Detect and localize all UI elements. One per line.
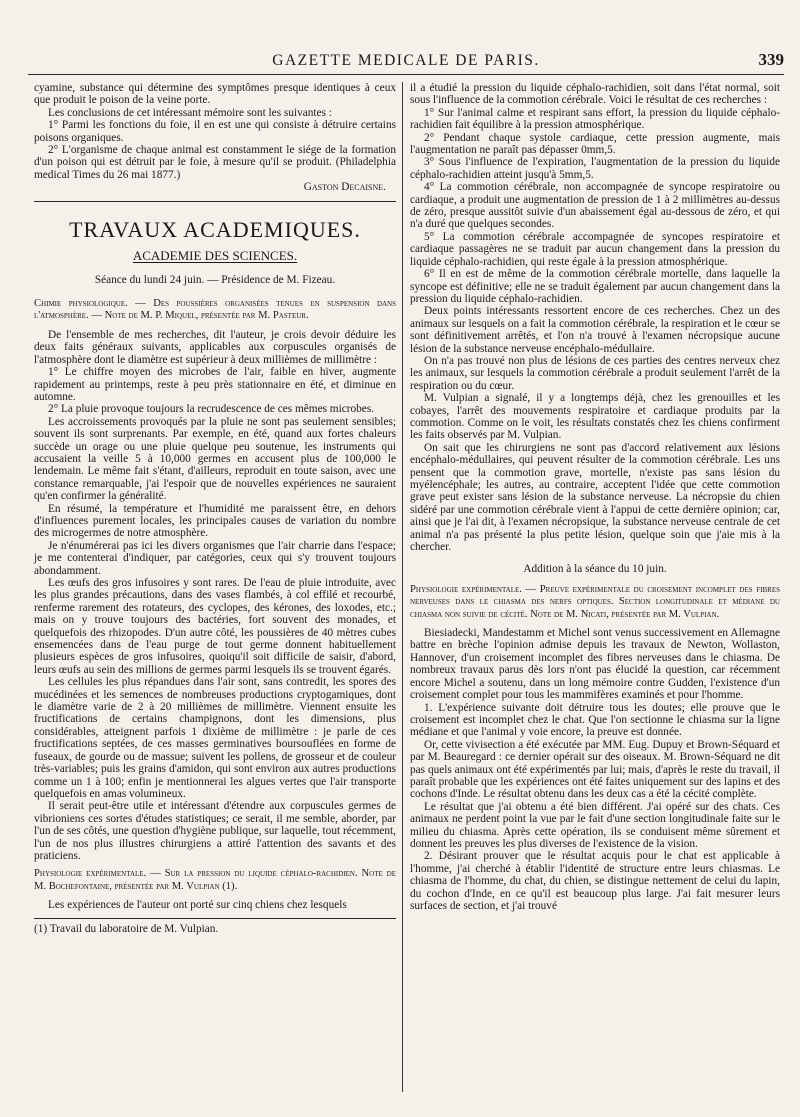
paragraph: 2° La pluie provoque toujours la recrudescence de ces mêmes microbes. bbox=[48, 403, 375, 416]
paragraph: 1° Le chiffre moyen des microbes de l'air, faible en hiver, augmente rapidement au printemps, reste à peu près stationnaire en été, et diminue en automne. bbox=[34, 366, 396, 403]
paragraph: Les expériences de l'auteur ont porté sur cinq chiens chez lesquels bbox=[48, 899, 347, 912]
section-title: TRAVAUX ACADEMIQUES. bbox=[69, 216, 361, 242]
paragraph: Les accroissements provoqués par la pluie ne sont pas seulement sensibles; souvent ils sont surprenants. Par exemple, en été, quand aux fortes chaleurs succède un orage ou une pluie quelque peu soutenue, les instruments qui accusaient la veille 5 à 10,000 germes en accusent plus de 100,000 le lendemain. Le même fait s'étant, d'ailleurs, reproduit en toute saison, avec une constance remarquable, j'ai l'espoir que de nouvelles expériences ne sauraient qu'en confirmer la généralité. bbox=[34, 415, 396, 503]
section-separator bbox=[34, 201, 396, 202]
author-signature: Gaston Decaisne. bbox=[303, 181, 386, 194]
paragraph: cyamine, substance qui détermine des symptômes presque identiques à ceux que produit le poison de la veine porte. bbox=[34, 82, 396, 107]
paragraph: M. Vulpian a signalé, il y a longtemps déjà, chez les grenouilles et les cobayes, l'arrêt des mouvements respiratoire et cardiaque produits par la commotion. Comme on le voit, les résultats constatés chez les chiens confirment les faits observés par M. Vulpian. bbox=[410, 392, 780, 442]
paragraph: Le résultat que j'ai obtenu a été bien différent. J'ai opéré sur des chats. Ces animaux ne perdent point la vue par le fait d'une section longitudinale faite sur le milieu du chiasma. Après cette opération, ils se conduisent même sûrement et donnent les preuves les plus diverses de l'existence de la vision. bbox=[410, 800, 780, 850]
paragraph: Or, cette vivisection a été exécutée par MM. Eug. Dupuy et Brown-Séquard et par M. Beauregard : ce dernier opérait sur des oiseaux. M. Brown-Séquard ne dit pas quels animaux ont été expérimentés par lui; mais, d'après le reste du travail, il paraît probable que les expériences ont été faites uniquement sur des lapins et des cochons d'Inde. Le résultat obtenu dans les deux cas a été la cécité complète. bbox=[410, 738, 780, 801]
paragraph: 1. L'expérience suivante doit détruire tous les doutes; elle prouve que le croisement est incomplet chez le chat. Que l'on sectionne le chiasma sur la ligne médiane et que l'animal y voie encore, la preuve est donnée. bbox=[410, 701, 780, 739]
right-column bbox=[410, 82, 780, 912]
paragraph: Je n'énumérerai pas ici les divers organismes que l'air charrie dans l'espace; je me contenterai d'indiquer, par catégories, ceux qui s'y trouvent toujours abondamment. bbox=[34, 539, 396, 577]
paragraph: 3° Sous l'influence de l'expiration, l'augmentation de la pression du liquide céphalo-rachidien atteint jusqu'à 5mm,5. bbox=[410, 156, 780, 181]
article-heading: Chimie physiologique. — Des poussières organisées tenues en suspension dans l'atmosphère. — Note de M. P. Miquel, présentée par M. Pasteur. bbox=[34, 298, 396, 322]
footnote: (1) Travail du laboratoire de M. Vulpian. bbox=[34, 918, 396, 935]
paragraph: 5° La commotion cérébrale accompagnée de syncopes respiratoire et cardiaque passagères ne se traduit par aucun changement dans la pression du liquide céphalo-rachidien, qui reste égale à la pression atmosphérique. bbox=[410, 230, 780, 268]
paragraph: 1° Parmi les fonctions du foie, il en est une qui consiste à détruire certains poisons organiques. bbox=[34, 119, 396, 144]
paragraph: De l'ensemble de mes recherches, dit l'auteur, je crois devoir déduire les deux faits généraux suivants, applicables aux corpuscules organisés de l'atmosphère dont le diamètre est supérieur à deux millièmes de millimètre : bbox=[34, 328, 396, 366]
left-column bbox=[34, 82, 396, 935]
paragraph: 6° Il en est de même de la commotion cérébrale mortelle, dans laquelle la syncope est définitive; elle ne se traduit également par aucun changement dans la pression du liquide céphalo-rachidien. bbox=[410, 268, 780, 305]
addition-heading: Addition à la séance du 10 juin. bbox=[523, 563, 667, 576]
paragraph: Biesiadecki, Mandestamm et Michel sont venus successivement en Allemagne battre en brèche l'opinion admise depuis les travaux de Newton, Wollaston, Hannover, d'un croisement incomplet des fibres nerveuses dans le chiasma. De nombreux travaux parus dès lors n'ont pas élucidé la question, car récemment encore Michel a soutenu, dans un long mémoire contre Gudden, l'existence d'un croisement complet pour tous les mammifères examinés et pour l'homme. bbox=[410, 627, 780, 702]
column-divider bbox=[402, 82, 403, 1092]
paragraph: 1° Sur l'animal calme et respirant sans effort, la pression du liquide céphalo-rachidien fait équilibre à la pression atmosphérique. bbox=[410, 106, 780, 132]
page-number: 339 bbox=[758, 50, 784, 69]
paragraph: Les cellules les plus répandues dans l'air sont, sans contredit, les spores des mucédinées et les semences de nombreuses productions cryptogamiques, dont le diamètre varie de 2 à 20 millièmes de millimètre. Viennent ensuite les fructifications de certains champignons, dont les dimensions, plus considérables, atteignent parfois 1 dixième de millimètre : je parle de ces fructifications septées, de ces masses germinatives boursouflées en forme de fuseaux, de gourde ou de massue; suivent les pollens, de grosseur et de couleur très-variables; puis les grains d'amidon, qui sont environ aux autres productions comme un 1 à 100; enfin je mentionnerai les algues vertes que l'air transporte quelquefois en amas volumineux. bbox=[34, 676, 396, 800]
paragraph: Les conclusions de cet intéressant mémoire sont les suivantes : bbox=[48, 106, 332, 119]
paragraph: Deux points intéressants ressortent encore de ces recherches. Chez un des animaux sur lesquels on a fait la commotion cérébrale, la respiration et le cœur se sont définitivement arrêtés, et l'on n'a trouvé à l'examen nécropsique aucune lésion de la substance nerveuse encéphalo-médullaire. bbox=[410, 305, 780, 355]
academy-heading: ACADEMIE DES SCIENCES. bbox=[132, 247, 298, 263]
article-heading: Physiologie expérimentale. — Preuve expérimentale du croisement incomplet des fibres nerveuses dans le chiasma des nerfs optiques. Section longitudinale et médiane du chiasma non suivie de cécité. Note de M. Nicati, présentée par M. Vulpian. bbox=[410, 583, 780, 620]
paragraph: il a étudié la pression du liquide céphalo-rachidien, soit dans l'état normal, soit sous l'influence de la commotion cérébrale. Voici le résultat de ces recherches : bbox=[410, 82, 780, 107]
paragraph: 2. Désirant prouver que le résultat acquis pour le chat est applicable à l'homme, j'ai cherché à établir l'identité de structure entre leurs chiasmas. Le chiasma de l'homme, du chat, du chien, se distingue nettement de celui du lapin, du cochon d'Inde, en ce qu'il est beaucoup plus large. J'ai fait mesurer leurs surfaces de section, et j'ai trouvé bbox=[410, 850, 780, 912]
paragraph: En résumé, la température et l'humidité me paraissent être, en dehors d'influences purement locales, les principales causes de variation du nombre des microgermes de notre atmosphère. bbox=[34, 502, 396, 540]
journal-title: GAZETTE MEDICALE DE PARIS. bbox=[272, 52, 540, 69]
paragraph: On sait que les chirurgiens ne sont pas d'accord relativement aux lésions encéphalo-médullaires, qui peuvent résulter de la commotion cérébrale. Les uns pensent que la commotion grave, mortelle, n'existe pas sans lésion du myélencéphale; les autres, au contraire, acceptent l'idée que cette commotion grave peut exister sans lésion de la substance nerveuse. La nécropsie du chien sidéré par une commotion cérébrale vient à l'appui de cette dernière opinion; car, ainsi que je l'ai dit, à l'examen nécropsique, la substance nerveuse centrale de cet animal n'a pas présenté la plus petite lésion, quelque soin que j'aie mis à la chercher. bbox=[410, 441, 780, 554]
paragraph: 4° La commotion cérébrale, non accompagnée de syncope respiratoire ou cardiaque, a produit une augmentation de pression de 1 à 2 millimètres au-dessus de zéro, presque aussitôt suivie d'un abaissement égal au-dessous de zéro, et qui n'a duré que quelques secondes. bbox=[410, 181, 780, 231]
paragraph: 2° Pendant chaque systole cardiaque, cette pression augmente, mais l'augmentation ne paraît pas dépasser 0mm,5. bbox=[410, 131, 780, 157]
paragraph: On n'a pas trouvé non plus de lésions de ces parties des centres nerveux chez les animaux, sur lesquels la commotion cérébrale a produit seulement l'arrêt de la respiration ou du cœur. bbox=[410, 354, 780, 392]
page-header bbox=[28, 50, 784, 75]
paragraph: Il serait peut-être utile et intéressant d'étendre aux corpuscules germes de vibrioniens ces sortes d'études statistiques; ce serait, il me semble, aborder, par l'un de ses côtés, une question d'hygiène publique, sur laquelle, tout récemment, l'un de nos plus illustres chirurgiens a attiré l'attention des savants et des praticiens. bbox=[34, 800, 396, 862]
session-line: Séance du lundi 24 juin. — Présidence de M. Fizeau. bbox=[94, 273, 336, 286]
paragraph: 2° L'organisme de chaque animal est constamment le siége de la formation d'un poison qui est détruit par le foie, à mesure qu'il se produit. (Philadelphia medical Times du 26 mai 1877.) bbox=[34, 144, 396, 181]
article-heading: Physiologie expérimentale. — Sur la pression du liquide céphalo-rachidien. Note de M. Bochefontaine, présentée par M. Vulpian (1). bbox=[34, 868, 396, 892]
paragraph: Les œufs des gros infusoires y sont rares. De l'eau de pluie introduite, avec les plus grandes précautions, dans des vases flambés, à col effilé et recourbé, renferme rarement des rotateurs, des cyclopes, des kérones, des loxodes, etc.; mais on y trouve toujours des bactéries, fort souvent des monades, et quelquefois des rhizopodes. D'un autre côté, les poussières de 40 mètres cubes ensemencées dans de l'eau purge de tout germe donnent habituellement plusieurs espèces de gros infusoires, quoiqu'il soit difficile de saisir, d'abord, leurs œufs au sein des millions de germes parmi lesquels ils se trouvent égarés. bbox=[34, 577, 396, 676]
